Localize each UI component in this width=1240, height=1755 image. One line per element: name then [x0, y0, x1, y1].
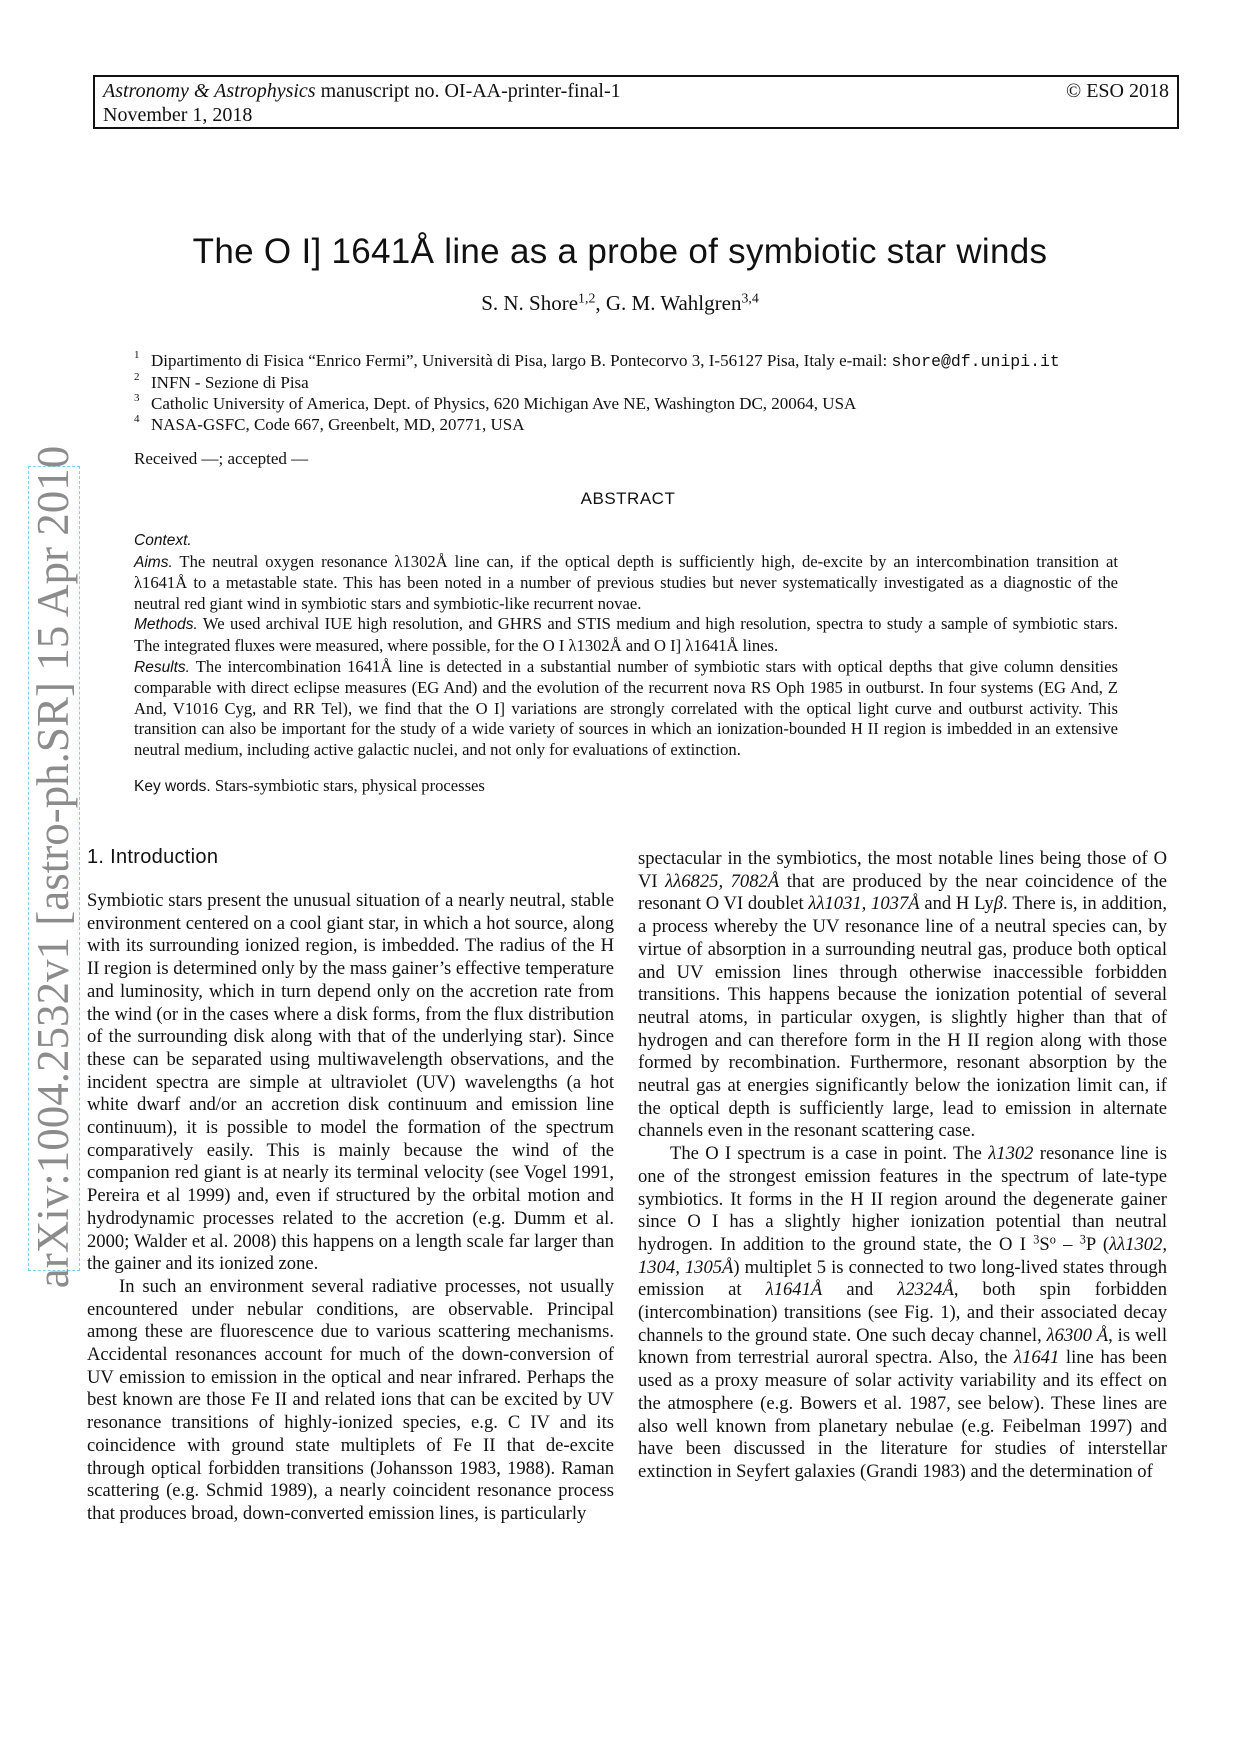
author-list — [0, 291, 1240, 316]
abstract-body — [134, 530, 1118, 761]
superscript: 3 — [1079, 1232, 1086, 1247]
affiliation-3 — [134, 393, 1060, 414]
received-line: Received —; accepted — — [134, 449, 309, 468]
keywords-label: Key words. — [134, 778, 211, 795]
text-run: spectacular in the symbiotics, the most notable lines being those of O VI — [638, 848, 1167, 892]
paper-title: The O I] 1641Å line as a probe of symbiotic star winds — [192, 232, 1048, 271]
text-run: The O I spectrum is a case in point. The — [670, 1143, 989, 1165]
intro-paragraph-1: Symbiotic stars present the unusual situation of a nearly neutral, stable environment centered on a cool giant star, in which a hot source, along with its surrounding ionized region, is imbedded. The radius of the H II region is determined only by the mass gainer’s effective temperature and luminosity, which in turn depend only on the accretion rate from the wind (or in the cases where a disk forms, from the flux distribution of the surrounding disk along with that of the underlying star). Since these can be separated using multiwavelength observations, and the incident spectra are simple at ultraviolet (UV) wavelengths (a hot white dwarf and/or an accretion disk continuum and emission line continuum), it is possible to model the formation of the spectrum comparatively easily. This is mainly because the wind of the companion red giant is at nearly its terminal velocity (see Vogel 1991, Pereira et al 1999) and, even if structured by the orbital motion and hydrodynamic processes related to the accretion (e.g. Dumm et al. 2000; Walder et al. 2008) this happens on a length scale far larger than the gainer and its ionized zone. — [87, 890, 614, 1275]
affiliation-text: NASA-GSFC, Code 667, Greenbelt, MD, 20771, USA — [151, 415, 525, 434]
affiliation-1 — [134, 350, 1060, 372]
aims-label: Aims. — [134, 553, 173, 571]
section-heading-introduction: 1. Introduction — [87, 846, 219, 868]
wavelength: λ1302 — [988, 1143, 1034, 1165]
wavelength: λ6300 Å — [1046, 1324, 1109, 1346]
author-email[interactable]: shore@df.unipi.it — [891, 352, 1060, 371]
aims-text: The neutral oxygen resonance λ1302Å line can, if the optical depth is sufficiently high, de-excite by an intercombination transition at λ1641Å to a metastable state. This has been noted in a number of previous studies but never systematically investigated as a diagnostic of the neutral red giant wind in symbiotic stars and symbiotic-like recurrent novae. — [134, 551, 1118, 613]
intro-paragraph-4 — [638, 1143, 1167, 1484]
results-text: The intercombination 1641Å line is detected in a substantial number of symbiotic stars with optical depths that give column densities comparable with direct eclipse measures (EG And) and the evolution of the recurrent nova RS Oph 1985 in outburst. In four systems (EG And, Z And, V1016 Cyg, and RR Tel), we find that the O I] variations are strongly correlated with the optical light curve and outburst activity. This transition can also be important for the study of a wide variety of sources in which an ionization-bounded H II region is imbedded in an extensive neutral medium, including active galactic nuclei, and not only for evaluations of extinction. — [134, 656, 1118, 759]
text-run: P ( — [1085, 1233, 1110, 1255]
affiliation-text: Dipartimento di Fisica “Enrico Fermi”, Università di Pisa, largo B. Pontecorvo 3, I-56127 Pisa, Italy e-mail: — [151, 351, 892, 370]
intro-paragraph-2: In such an environment several radiative processes, not usually encountered under nebular conditions, are observable. Principal among these are fluorescence due to various scattering mechanisms. Accidental resonances account for much of the down-conversion of UV emission to emission in the optical and near infrared. Perhaps the best known are those Fe II and related ions that can be excited by UV resonance transitions of highly-ionized species, e.g. C IV and its coincidence with ground state multiplets of Fe II that de-excite through optical forbidden transitions (Johansson 1983, 1988). Raman scattering (e.g. Schmid 1989), a nearly coincident resonance process that produces broad, down-converted emission lines, is particularly — [87, 1275, 614, 1524]
wavelength: λ1641 — [1014, 1347, 1060, 1369]
superscript: o — [1049, 1232, 1056, 1247]
text-run: , is well known from terrestrial auroral spectra. Also, the — [638, 1324, 1167, 1369]
author-1-affil: 1,2 — [578, 290, 596, 306]
text-run: . There is, in addition, a process whereby the UV resonance line of a neutral species can, by virtue of absorption in a surrounding neutral gas, produce both optical and UV emission lines through otherwise inaccessible forbidden transitions. This happens because the ionization potential of several neutral atoms, in particular oxygen, is slightly higher than that of hydrogen and can therefore form in the H II region along with those formed by recombination. Furthermore, resonant absorption by the neutral gas at energies significantly below the ionization limit can, if the optical depth is sufficiently large, lead to emission in alternate channels even in the resonant scattering case. — [638, 893, 1167, 1142]
text-run: and H Ly — [919, 893, 994, 915]
keywords-text: Stars-symbiotic stars, physical processes — [210, 776, 485, 795]
text-run: that are produced by the near coincidence of the resonant O VI doublet — [638, 870, 1168, 915]
author-1: S. N. Shore — [481, 291, 579, 315]
methods-text: We used archival IUE high resolution, and GHRS and STIS medium and high resolution, spectra to study a sample of symbiotic stars. The integrated fluxes were measured, where possible, for the O I λ1302Å and O I] λ1641Å lines. — [134, 614, 1118, 655]
text-run: , both spin forbidden (intercombination) transitions (see Fig. 1), and their associated decay channels to the ground state. One such decay channel, — [638, 1279, 1167, 1346]
abstract-heading: ABSTRACT — [580, 489, 676, 508]
author-2-affil: 3,4 — [741, 290, 759, 306]
text-run: – — [1055, 1233, 1080, 1255]
text-run: line has been used as a proxy measure of solar activity variability and its effect on the atmosphere (e.g. Bowers et al. 1987, see below). These lines are also well known from planetary nebulae (e.g. Feibelman 1997) and have been discussed in the literature for studies of interstellar extinction in Seyfert galaxies (Grandi 1983) and the determination of — [638, 1347, 1167, 1482]
results-label: Results. — [134, 658, 190, 676]
author-2: , G. M. Wahlgren — [595, 291, 742, 315]
abstract-results — [134, 657, 1118, 761]
methods-label: Methods. — [134, 616, 198, 634]
affiliation-number: 2 — [134, 371, 140, 383]
left-column — [87, 890, 614, 1526]
context-label: Context. — [134, 532, 192, 549]
manuscript-line — [103, 79, 1169, 103]
affiliation-number: 1 — [134, 349, 140, 361]
intro-paragraph-3 — [638, 848, 1167, 1143]
keywords — [134, 776, 485, 796]
text-run: resonance line is one of the strongest emission features in the spectrum of late-type symbiotics. It forms in the H II region around the degenerate gainer since O I has a slightly higher ionization potential than neutral hydrogen. In addition to the ground state, the O I — [638, 1143, 1167, 1255]
arxiv-identifier[interactable]: arXiv:1004.2532v1 [astro-ph.SR] 15 Apr 2010 — [28, 445, 78, 1289]
wavelength: λ2324Å — [897, 1279, 954, 1301]
wavelength: λλ6825, 7082Å — [665, 870, 780, 892]
superscript: 3 — [1033, 1232, 1040, 1247]
right-column — [638, 848, 1167, 1484]
affiliation-number: 4 — [134, 413, 140, 425]
symbol: β — [993, 893, 1003, 915]
manuscript-header — [93, 75, 1179, 129]
wavelength: λ1641Å — [765, 1279, 823, 1301]
text-run: and — [822, 1279, 898, 1301]
text-run: ) multiplet 5 is connected to two long-lived states through emission at — [638, 1256, 1168, 1301]
text-run: S — [1039, 1233, 1050, 1255]
abstract-methods — [134, 614, 1118, 656]
wavelength: λλ1031, 1037Å — [808, 893, 920, 915]
journal-name: Astronomy & Astrophysics — [103, 80, 316, 102]
affiliation-number: 3 — [134, 392, 140, 404]
abstract-aims — [134, 552, 1118, 615]
affiliations — [134, 350, 1060, 435]
affiliation-text: Catholic University of America, Dept. of Physics, 620 Michigan Ave NE, Washington DC, 20064, USA — [151, 394, 857, 413]
abstract-context — [134, 530, 1118, 552]
copyright: © ESO 2018 — [1066, 80, 1169, 102]
wavelength: λλ1302, 1304, 1305Å — [638, 1233, 1168, 1278]
affiliation-text: INFN - Sezione di Pisa — [151, 373, 309, 392]
affiliation-4 — [134, 414, 1060, 435]
manuscript-number: manuscript no. OI-AA-printer-final-1 — [315, 80, 621, 102]
affiliation-2 — [134, 372, 1060, 393]
manuscript-date: November 1, 2018 — [103, 104, 253, 126]
